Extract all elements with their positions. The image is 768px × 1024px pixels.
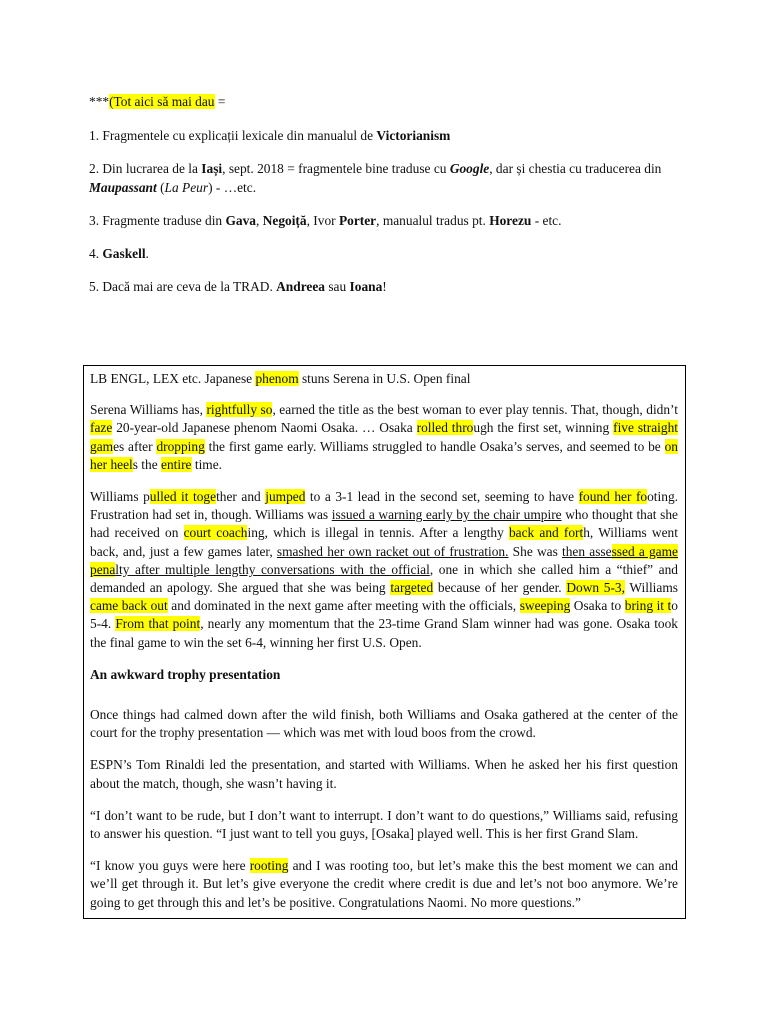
text: Williams p (90, 489, 150, 505)
underlined-text: issued a warning early by the chair umpire (331, 507, 562, 523)
highlighted-text: found her fo (578, 489, 648, 505)
text: o 5-4. (90, 598, 678, 632)
article-paragraph (90, 488, 678, 652)
notes-list (89, 92, 719, 296)
bold-text: Gava (225, 213, 256, 228)
text: - etc. (531, 213, 562, 228)
highlighted-text: five straight gam (90, 420, 679, 454)
notes-item-2 (89, 159, 719, 197)
bold-text: Horezu (489, 213, 532, 228)
text: h, Williams went back, and, just a few games later, (90, 525, 678, 559)
highlighted-text: sweeping (519, 598, 571, 614)
underlined-text: lty after multiple lengthy conversations with the official (115, 561, 430, 577)
text: , one in which she called him a “thief” and demanded an apology. She argued that she was being (90, 561, 678, 596)
text: because of her gender. (433, 580, 567, 596)
text: 4. (89, 246, 103, 261)
article-paragraph (90, 401, 678, 474)
text: , earned the title as the best woman to ever play tennis. That, though, didn’t (272, 402, 678, 418)
bold-text: Iași (201, 161, 223, 176)
text: 1. Fragmentele cu explicații lexicale din manualul de (89, 128, 377, 143)
article-paragraph (90, 857, 678, 912)
underlined-text: smashed her own racket out of frustration. (276, 543, 509, 559)
text: ugh the first set, winning (473, 420, 614, 436)
highlighted-text: Down 5-3, (566, 580, 625, 596)
text: . (145, 246, 149, 261)
bold-italic-text: Google (449, 161, 490, 176)
highlighted-text: ulled it toge (149, 489, 217, 505)
text: 3. Fragmente traduse din (89, 213, 226, 228)
highlighted-text: dropping (156, 438, 205, 454)
highlighted-text: rooting (249, 858, 289, 874)
text: 20-year-old Japanese phenom Naomi Osaka. … Osaka (112, 420, 417, 436)
article-paragraph: ESPN’s Tom Rinaldi led the presentation, and started with Williams. When he asked her his first question about the match, though, she wasn’t having it. (90, 757, 678, 791)
bold-text: Victorianism (376, 128, 451, 143)
underlined-text: then asse (562, 543, 612, 559)
text: s the (132, 456, 162, 472)
highlighted-text: rolled thro (416, 420, 474, 436)
asterisks: *** (89, 94, 110, 109)
highlighted-text: came back out (90, 598, 168, 614)
notes-intro-line (89, 92, 719, 111)
bold-text: Gaskell (102, 246, 146, 261)
text: ing, which is illegal in tennis. After a lengthy (247, 525, 509, 541)
text: the first game early. Williams struggled to handle Osaka’s serves, and seemed to be (204, 438, 665, 454)
text: stuns Serena in U.S. Open final (298, 371, 471, 386)
highlighted-text: jumped (265, 489, 306, 505)
highlighted-text: on her heel (90, 438, 678, 472)
text: , nearly any momentum that the 23-time Grand Slam winner had was gone. Osaka took the final game to win the set 6-4, winning her first U.S. Open. (90, 616, 679, 650)
text: and dominated in the next game after meeting with the officials, (167, 598, 520, 614)
text: ) - …etc. (208, 180, 257, 195)
text: ! (382, 279, 387, 294)
text: 2. Din lucrarea de la (89, 161, 202, 176)
text: and I was rooting too, but let’s make this the best moment we can and we’ll get through it. But let’s give everyone the credit where credit is due and let’s not boo anymore. We’re going to get through this and let’s be positive. Congratulations Naomi. No more questions.” (90, 858, 679, 910)
text: 5. Dacă mai are ceva de la TRAD. (89, 279, 277, 294)
article-box (83, 365, 686, 919)
text: = (214, 94, 226, 109)
text: LB ENGL, LEX etc. Japanese (90, 371, 256, 386)
notes-item-1 (89, 126, 719, 145)
article-paragraph: “I don’t want to be rude, but I don’t want to interrupt. I don’t want to do questions,” Williams said, refusing to answer his question. “I just want to tell you guys, [Osaka] played well. This is her first Grand Slam. (90, 807, 678, 842)
highlighted-underlined-text: ssed a game pena (90, 543, 678, 577)
notes-item-3 (89, 211, 719, 230)
article-title-line (90, 370, 678, 388)
highlighted-text: faze (90, 420, 113, 436)
highlighted-text: back and fort (508, 525, 584, 541)
highlighted-text: rightfully so (206, 402, 273, 418)
text: , Ivor (306, 213, 339, 228)
highlighted-text: From that point (115, 616, 201, 632)
text: to a 3-1 lead in the second set, seeming to have (305, 489, 579, 505)
highlighted-text: phenom (255, 371, 299, 386)
text: Serena Williams has, (90, 402, 207, 418)
text: ( (156, 180, 165, 195)
highlighted-text: entire (161, 456, 192, 472)
text: ther and (216, 489, 266, 505)
text: es after (113, 438, 157, 454)
highlighted-text: bring it t (624, 598, 672, 614)
highlighted-text: court coach (183, 525, 248, 541)
section-heading: An awkward trophy presentation (90, 666, 281, 682)
notes-item-5 (89, 277, 719, 296)
text: , sept. 2018 = fragmentele bine traduse cu (222, 161, 450, 176)
text: , dar și chestia cu traducerea din (489, 161, 662, 176)
bold-text: Ioana (349, 279, 383, 294)
text: Osaka to (570, 598, 625, 614)
article-paragraph: Once things had calmed down after the wild finish, both Williams and Osaka gathered at the center of the court for the trophy presentation — which was met with loud boos from the crowd. (90, 707, 678, 741)
highlighted-text: (Tot aici să mai dau (109, 94, 215, 109)
bold-text: Andreea (276, 279, 325, 294)
text: Williams (624, 580, 678, 596)
text: who thought that she had received on (90, 507, 678, 541)
bold-text: Porter (338, 213, 377, 228)
text: time. (191, 456, 222, 472)
italic-text: La Peur (164, 180, 209, 195)
bold-text: Negoiță (262, 213, 307, 228)
text: , manualul tradus pt. (376, 213, 490, 228)
bold-italic-text: Maupassant (89, 180, 157, 195)
text: She was (508, 543, 562, 559)
text: sau (325, 279, 350, 294)
text: oting. Frustration had set in, though. Williams was (90, 489, 678, 523)
notes-item-4 (89, 244, 719, 263)
text: “I know you guys were here (90, 858, 250, 874)
highlighted-text: targeted (390, 580, 434, 596)
text: , (256, 213, 263, 228)
